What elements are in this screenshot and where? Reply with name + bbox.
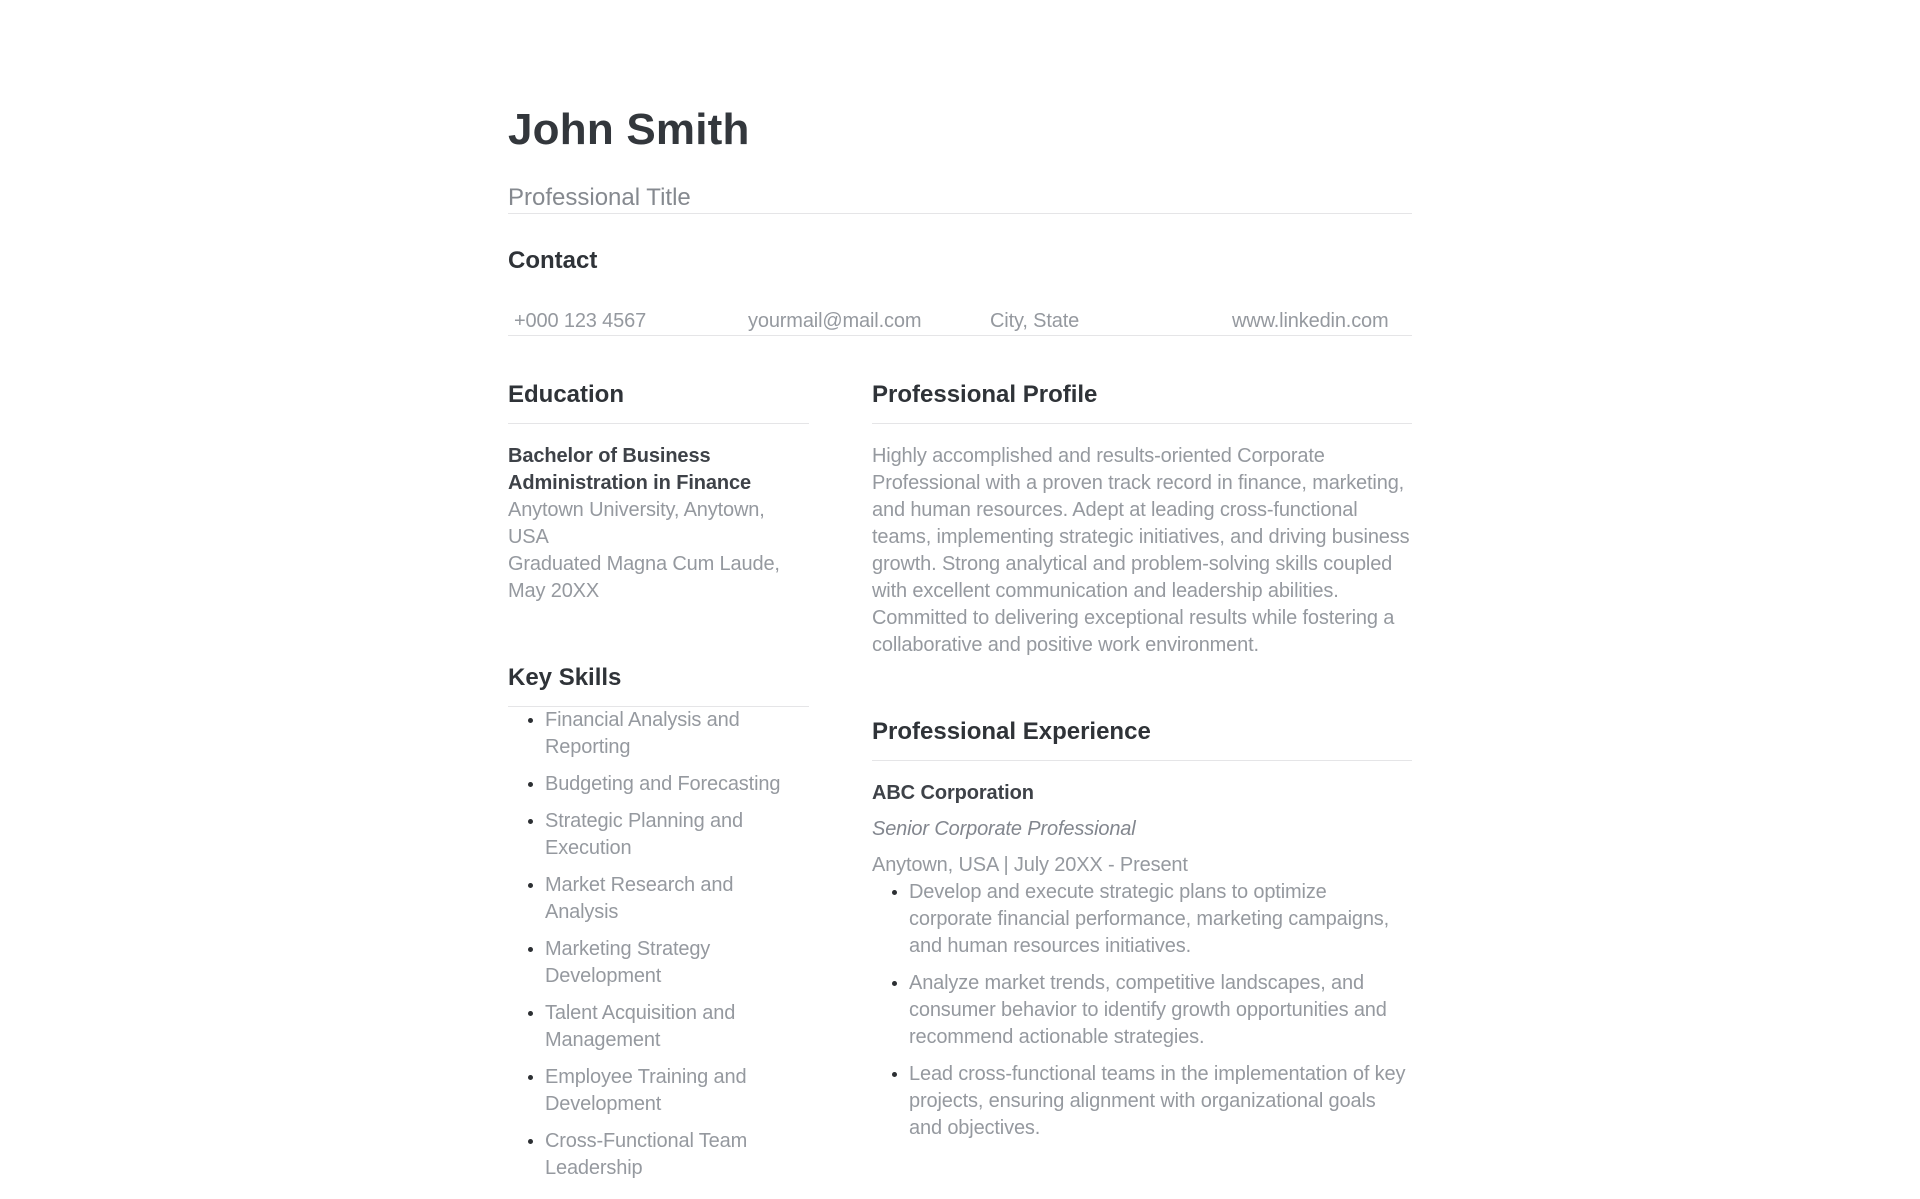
key-skills-heading: Key Skills [508, 664, 622, 691]
skill-item: • Employee Training and Development [545, 1064, 809, 1118]
contact-item: yourmail@mail.com [748, 310, 922, 332]
skills-list [508, 707, 809, 1182]
skill-item: • Marketing Strategy Development [545, 936, 809, 990]
skill-item: • Market Research and Analysis [545, 872, 809, 926]
resume-document [508, 0, 1412, 1182]
job-title: Senior Corporate Professional [872, 818, 1136, 840]
contact-section [508, 246, 1412, 335]
experience-heading: Professional Experience [872, 718, 1151, 745]
job-location-dates: Anytown, USA | July 20XX - Present [872, 854, 1188, 876]
education-school: Anytown University, Anytown, USA [508, 499, 765, 548]
contact-divider [508, 335, 1412, 336]
experience-section [872, 717, 1412, 1142]
contact-item: City, State [990, 310, 1080, 332]
contact-item: +000 123 4567 [514, 310, 647, 332]
experience-bullet: • Lead cross-functional teams in the implementation of key projects, ensuring alignment with organizational goals and objectives. [909, 1061, 1412, 1142]
education-heading-divider [508, 423, 809, 424]
profile-heading: Professional Profile [872, 381, 1098, 408]
skill-item: • Financial Analysis and Reporting [545, 707, 809, 761]
skill-item: • Strategic Planning and Execution [545, 808, 809, 862]
education-body [508, 443, 809, 605]
education-degree: Bachelor of Business Administration in Finance [508, 445, 752, 494]
profile-section [872, 380, 1412, 659]
experience-bullet: • Analyze market trends, competitive landscapes, and consumer behavior to identify growth opportunities and recommend actionable strategies. [909, 970, 1412, 1051]
contact-item: www.linkedin.com [1232, 310, 1389, 332]
company-name: ABC Corporation [872, 782, 1034, 804]
right-column [872, 380, 1412, 1182]
experience-heading-divider [872, 760, 1412, 761]
profile-text: Highly accomplished and results-oriented Corporate Professional with a proven track record in finance, marketing, and human resources. Adept at leading cross-functional teams, implementing strategic initiatives, and driving business growth. Strong analytical and problem-solving skills coupled with excellent communication and leadership abilities. Committed to delivering exceptional results while fostering a collaborative and positive work environment. [872, 445, 1410, 656]
education-section [508, 380, 809, 605]
resume-columns [508, 380, 1412, 1182]
candidate-name: John Smith [508, 105, 750, 154]
experience-bullets [872, 879, 1412, 1142]
skill-item: • Talent Acquisition and Management [545, 1000, 809, 1054]
profile-heading-divider [872, 423, 1412, 424]
contact-row [508, 308, 1412, 335]
professional-title: Professional Title [508, 184, 691, 211]
skill-item: • Budgeting and Forecasting [545, 771, 809, 798]
contact-heading: Contact [508, 247, 598, 274]
education-heading: Education [508, 381, 625, 408]
key-skills-section [508, 663, 809, 1182]
education-details: Graduated Magna Cum Laude, May 20XX [508, 553, 780, 602]
left-column [508, 380, 809, 1182]
skill-item: • Cross-Functional Team Leadership [545, 1128, 809, 1182]
experience-bullet: • Develop and execute strategic plans to optimize corporate financial performance, marketing campaigns, and human resources initiatives. [909, 879, 1412, 960]
experience-body [872, 780, 1412, 1142]
header-divider [508, 213, 1412, 214]
